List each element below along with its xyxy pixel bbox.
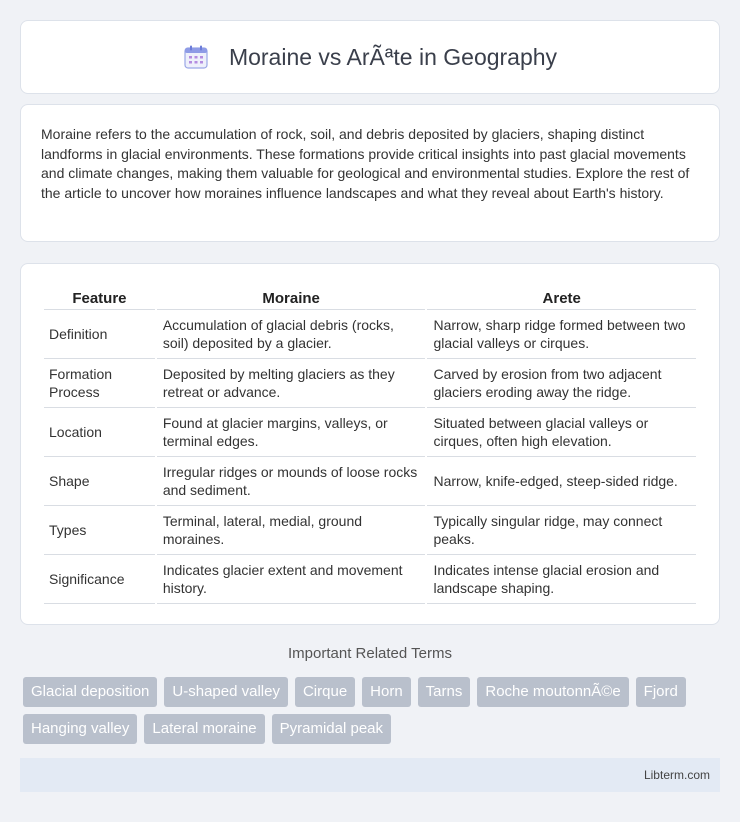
feature-cell: Significance — [44, 555, 155, 604]
feature-cell: Shape — [44, 457, 155, 506]
related-term-tag[interactable]: Hanging valley — [23, 714, 137, 744]
column-header-feature: Feature — [44, 284, 155, 310]
table-row — [44, 359, 696, 408]
comparison-table-card — [20, 263, 720, 625]
arete-cell: Situated between glacial valleys or cirques, often high elevation. — [427, 408, 696, 457]
related-term-tag[interactable]: Horn — [362, 677, 411, 707]
page-title: Moraine vs ArÃªte in Geography — [228, 43, 558, 70]
intro-paragraph: Moraine refers to the accumulation of rock, soil, and debris deposited by glaciers, shaping distinct landforms in glacial environments. These formations provide critical insights into past glacial movements and climate changes, making them valuable for geological and environmental studies. Explore the rest of the article to uncover how moraines influence landscapes and what they reveal about Earth's history. — [41, 126, 690, 201]
arete-cell: Narrow, knife-edged, steep-sided ridge. — [427, 457, 696, 506]
table-row — [44, 408, 696, 457]
column-header-arete: Arete — [427, 284, 696, 310]
header-card — [20, 20, 720, 94]
related-term-tag[interactable]: Pyramidal peak — [272, 714, 391, 744]
table-row — [44, 310, 696, 359]
related-term-tag[interactable]: Cirque — [295, 677, 355, 707]
related-term-tag[interactable]: Glacial deposition — [23, 677, 157, 707]
moraine-cell: Indicates glacier extent and movement history. — [157, 555, 426, 604]
arete-cell: Narrow, sharp ridge formed between two glacial valleys or cirques. — [427, 310, 696, 359]
moraine-cell: Irregular ridges or mounds of loose rocks and sediment. — [157, 457, 426, 506]
arete-cell: Indicates intense glacial erosion and landscape shaping. — [427, 555, 696, 604]
table-row — [44, 457, 696, 506]
footer — [20, 758, 720, 792]
table-row — [44, 555, 696, 604]
moraine-cell: Deposited by melting glaciers as they retreat or advance. — [157, 359, 426, 408]
feature-cell: Types — [44, 506, 155, 555]
calendar-grid-icon — [183, 44, 209, 70]
comparison-table — [42, 284, 698, 604]
moraine-cell: Terminal, lateral, medial, ground moraines. — [157, 506, 426, 555]
arete-cell: Carved by erosion from two adjacent glaciers eroding away the ridge. — [427, 359, 696, 408]
related-term-tag[interactable]: Fjord — [636, 677, 686, 707]
related-term-tag[interactable]: Lateral moraine — [144, 714, 264, 744]
related-term-tag[interactable]: Tarns — [418, 677, 471, 707]
moraine-cell: Found at glacier margins, valleys, or terminal edges. — [157, 408, 426, 457]
related-term-tag[interactable]: Roche moutonnÃ©e — [477, 677, 628, 707]
table-row — [44, 506, 696, 555]
intro-card — [20, 104, 720, 242]
feature-cell: Definition — [44, 310, 155, 359]
table-header-row — [44, 284, 696, 310]
feature-cell: Location — [44, 408, 155, 457]
moraine-cell: Accumulation of glacial debris (rocks, soil) deposited by a glacier. — [157, 310, 426, 359]
arete-cell: Typically singular ridge, may connect peaks. — [427, 506, 696, 555]
column-header-moraine: Moraine — [157, 284, 426, 310]
feature-cell: Formation Process — [44, 359, 155, 408]
footer-site-link[interactable]: Libterm.com — [643, 768, 710, 782]
related-term-tag[interactable]: U-shaped valley — [164, 677, 288, 707]
related-terms-list — [23, 677, 723, 744]
related-terms-title: Important Related Terms — [288, 645, 452, 662]
